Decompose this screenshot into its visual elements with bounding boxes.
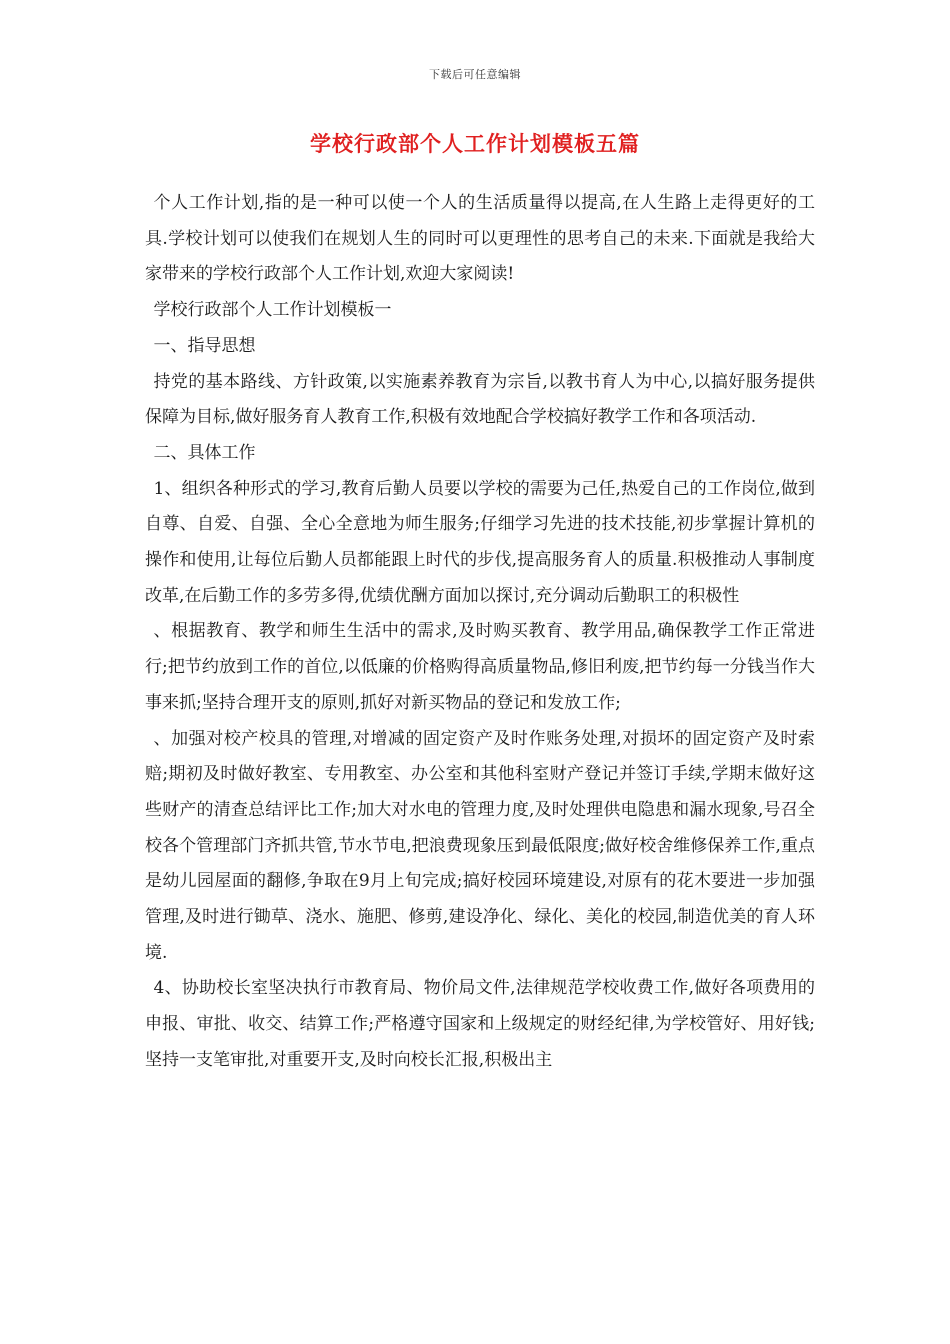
subheading-guiding-ideology: 一、指导思想 [153, 335, 256, 356]
paragraph-intro: 个人工作计划,指的是一种可以使一个人的生活质量得以提高,在人生路上走得更好的工具.学校计划可以使我们在规划人生的同时可以更理性的思考自己的未来.下面就是我给大家带来的学校行政部个人工作计划,欢迎大家阅读! [145, 193, 815, 285]
header-note: 下载后可任意编辑 [429, 68, 521, 81]
paragraph-item-2: 、根据教育、教学和师生生活中的需求,及时购买教育、教学用品,确保教学工作正常进行;把节约放到工作的首位,以低廉的价格购得高质量物品,修旧利废,把节约每一分钱当作大事来抓;坚持合理开支的原则,抓好对新买物品的登记和发放工作; [145, 621, 815, 713]
subheading-specific-work: 二、具体工作 [153, 442, 256, 463]
paragraph-guiding-ideology: 持党的基本路线、方针政策,以实施素养教育为宗旨,以教书育人为中心,以搞好服务提供保障为目标,做好服务育人教育工作,积极有效地配合学校搞好教学工作和各项活动. [145, 371, 815, 428]
paragraph-item-1: 1、组织各种形式的学习,教育后勤人员要以学校的需要为己任,热爱自己的工作岗位,做到自尊、自爱、自强、全心全意地为师生服务;仔细学习先进的技术技能,初步掌握计算机的操作和使用,让每位后勤人员都能跟上时代的步伐,提高服务育人的质量.积极推动人事制度改革,在后勤工作的多劳多得,优绩优酬方面加以探讨,充分调动后勤职工的积极性 [145, 478, 815, 606]
paragraph-item-4: 4、协助校长室坚决执行市教育局、物价局文件,法律规范学校收费工作,做好各项费用的申报、审批、收交、结算工作;严格遵守国家和上级规定的财经纪律,为学校管好、用好钱;坚持一支笔审批,对重要开支,及时向校长汇报,积极出主 [145, 978, 815, 1070]
section-heading: 学校行政部个人工作计划模板一 [153, 300, 392, 321]
document-body [145, 186, 815, 1079]
document-title: 学校行政部个人工作计划模板五篇 [310, 131, 640, 156]
paragraph-item-3: 、加强对校产校具的管理,对增减的固定资产及时作账务处理,对损坏的固定资产及时索赔;期初及时做好教室、专用教室、办公室和其他科室财产登记并签订手续,学期末做好这些财产的清查总结评比工作;加大对水电的管理力度,及时处理供电隐患和漏水现象,号召全校各个管理部门齐抓共管,节水节电,把浪费现象压到最低限度;做好校舍维修保养工作,重点是幼儿园屋面的翻修,争取在9月上旬完成;搞好校园环境建设,对原有的花木要进一步加强管理,及时进行锄草、浇水、施肥、修剪,建设净化、绿化、美化的校园,制造优美的育人环境. [145, 728, 815, 963]
